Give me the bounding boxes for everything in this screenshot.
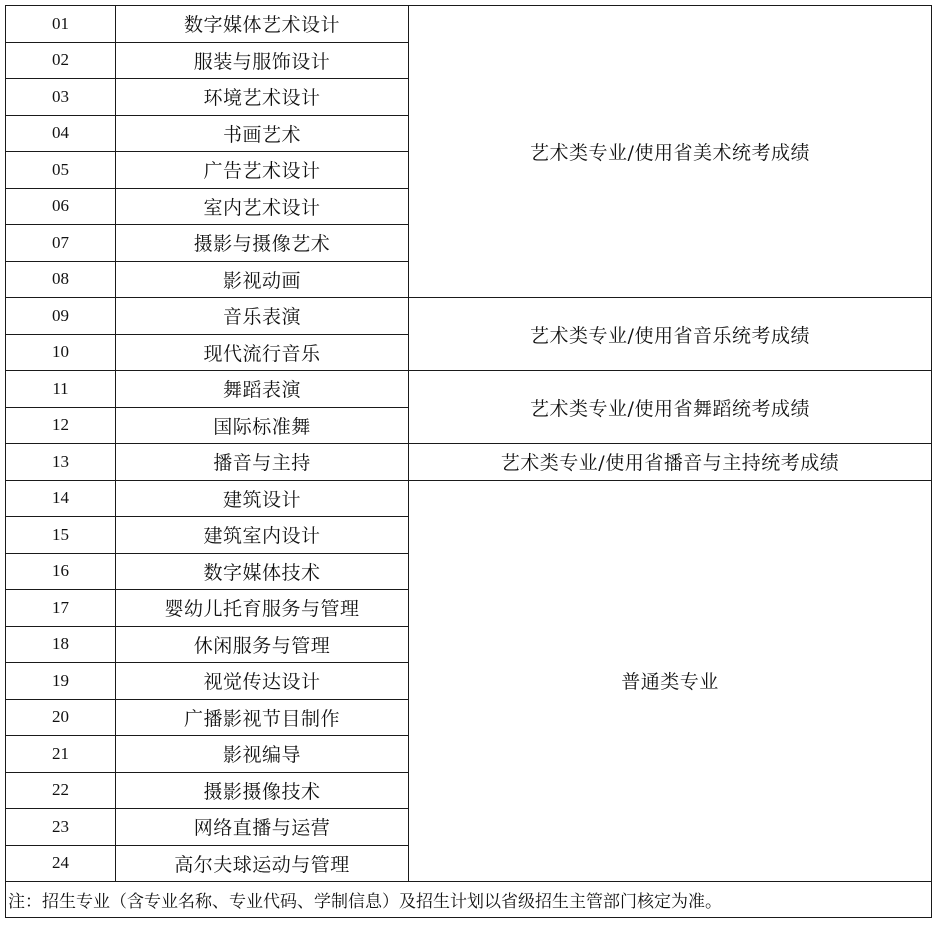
major-code-cell: 07 [6,225,116,262]
category-cell: 艺术类专业/使用省舞蹈统考成绩 [409,371,932,444]
major-name-cell: 服装与服饰设计 [116,42,409,79]
major-code-cell: 11 [6,371,116,408]
major-code-cell: 09 [6,298,116,335]
major-code-cell: 23 [6,809,116,846]
major-name-cell: 网络直播与运营 [116,809,409,846]
major-code-cell: 18 [6,626,116,663]
major-code-cell: 06 [6,188,116,225]
major-name-cell: 视觉传达设计 [116,663,409,700]
major-name-cell: 广告艺术设计 [116,152,409,189]
major-name-cell: 数字媒体艺术设计 [116,6,409,43]
table-row [6,371,932,408]
major-code-cell: 12 [6,407,116,444]
major-name-cell: 广播影视节目制作 [116,699,409,736]
category-cell: 艺术类专业/使用省音乐统考成绩 [409,298,932,371]
table-row [6,480,932,517]
major-name-cell: 数字媒体技术 [116,553,409,590]
major-code-cell: 20 [6,699,116,736]
table-row [6,6,932,43]
major-name-cell: 摄影摄像技术 [116,772,409,809]
major-code-cell: 17 [6,590,116,627]
major-code-cell: 04 [6,115,116,152]
major-code-cell: 01 [6,6,116,43]
table-row [6,298,932,335]
major-name-cell: 休闲服务与管理 [116,626,409,663]
majors-table-body [6,6,932,918]
major-code-cell: 21 [6,736,116,773]
note-row [6,882,932,918]
major-name-cell: 播音与主持 [116,444,409,481]
category-cell: 艺术类专业/使用省美术统考成绩 [409,6,932,298]
major-code-cell: 03 [6,79,116,116]
major-name-cell: 室内艺术设计 [116,188,409,225]
table-row [6,444,932,481]
major-name-cell: 影视编导 [116,736,409,773]
major-code-cell: 22 [6,772,116,809]
major-name-cell: 摄影与摄像艺术 [116,225,409,262]
major-name-cell: 环境艺术设计 [116,79,409,116]
major-name-cell: 国际标准舞 [116,407,409,444]
major-code-cell: 14 [6,480,116,517]
major-name-cell: 建筑室内设计 [116,517,409,554]
category-cell: 艺术类专业/使用省播音与主持统考成绩 [409,444,932,481]
major-name-cell: 书画艺术 [116,115,409,152]
note-text: 注：招生专业（含专业名称、专业代码、学制信息）及招生计划以省级招生主管部门核定为准。 [6,882,932,918]
major-code-cell: 08 [6,261,116,298]
major-name-cell: 高尔夫球运动与管理 [116,845,409,882]
major-code-cell: 02 [6,42,116,79]
major-code-cell: 19 [6,663,116,700]
major-code-cell: 05 [6,152,116,189]
major-name-cell: 影视动画 [116,261,409,298]
major-code-cell: 13 [6,444,116,481]
major-code-cell: 16 [6,553,116,590]
major-name-cell: 舞蹈表演 [116,371,409,408]
major-name-cell: 建筑设计 [116,480,409,517]
majors-table [5,5,932,918]
category-cell: 普通类专业 [409,480,932,882]
major-name-cell: 现代流行音乐 [116,334,409,371]
major-code-cell: 24 [6,845,116,882]
major-code-cell: 10 [6,334,116,371]
major-name-cell: 音乐表演 [116,298,409,335]
major-code-cell: 15 [6,517,116,554]
major-name-cell: 婴幼儿托育服务与管理 [116,590,409,627]
